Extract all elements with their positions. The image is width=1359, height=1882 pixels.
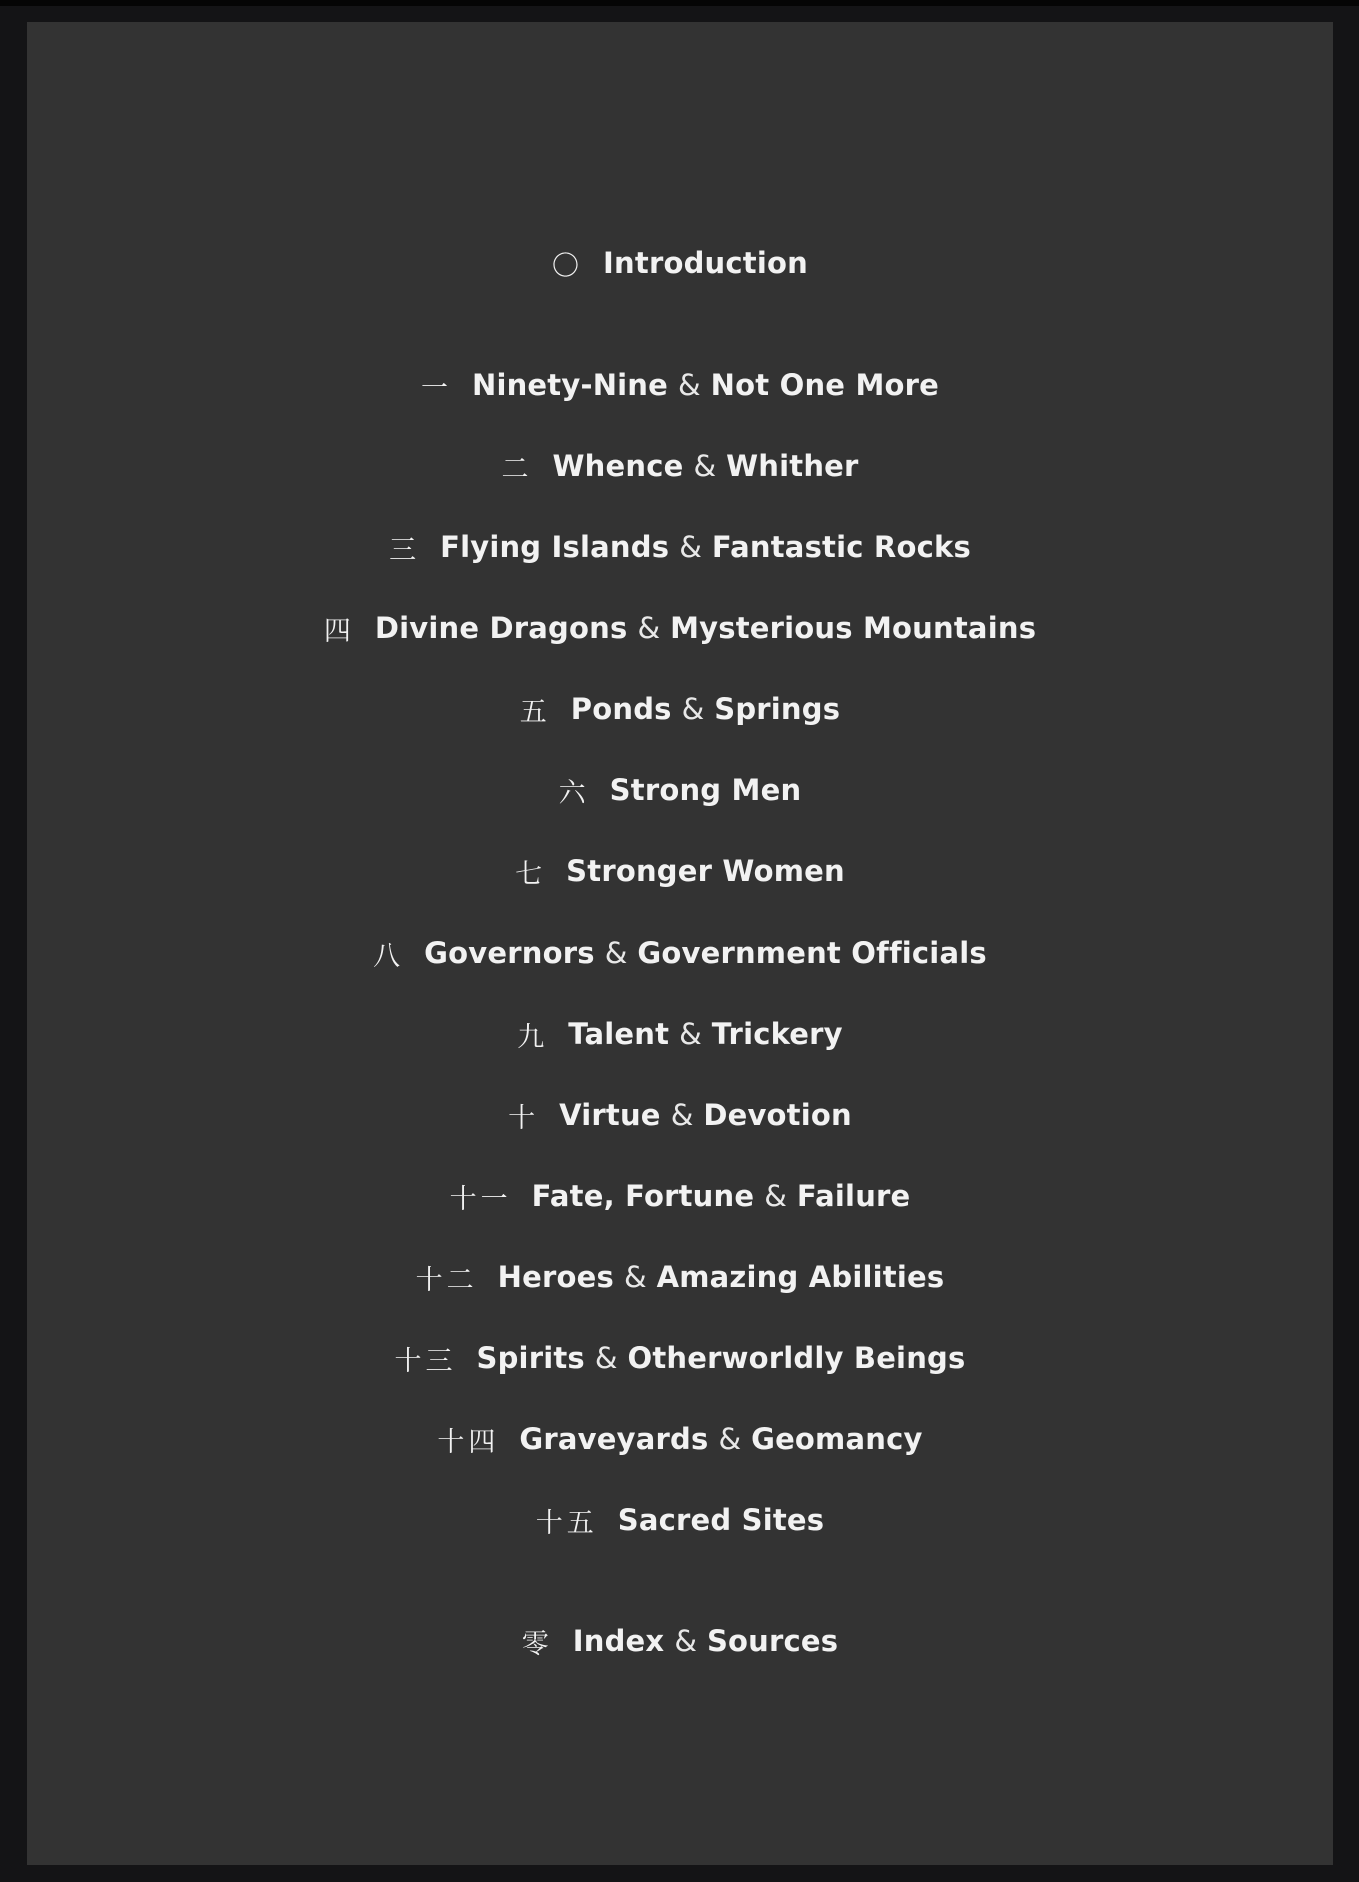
chapter-title-part-b: Fantastic Rocks <box>711 530 971 564</box>
chapter-title-part-a: Virtue <box>559 1098 661 1132</box>
ampersand: & <box>681 692 705 726</box>
chapter-title-part-a: Whence <box>552 449 684 483</box>
ampersand: & <box>679 530 702 564</box>
toc-entry-chapter-2[interactable] <box>27 441 1333 491</box>
chapter-title-part-b: Otherworldly Beings <box>627 1341 966 1375</box>
chapter-title-part-a: Graveyards <box>519 1422 709 1456</box>
ampersand: & <box>623 1260 647 1294</box>
chapter-number: 〇 <box>552 250 584 282</box>
chapter-title-part-b: Springs <box>714 692 841 726</box>
toc-entry-chapter-12[interactable] <box>27 1252 1333 1302</box>
chapter-title-part-a: Heroes <box>497 1260 614 1294</box>
toc-entry-chapter-6[interactable] <box>27 765 1333 815</box>
chapter-title-part-a: Stronger Women <box>566 854 845 888</box>
chapter-title-part-a: Spirits <box>476 1341 585 1375</box>
chapter-title-part-a: Talent <box>568 1017 670 1051</box>
ampersand: & <box>718 1422 742 1456</box>
toc-entry-chapter-3[interactable] <box>27 522 1333 572</box>
ampersand: & <box>679 1017 702 1051</box>
toc-entry-chapter-15[interactable] <box>27 1495 1333 1545</box>
chapter-number: 一 <box>420 372 452 404</box>
chapter-title-part-a: Divine Dragons <box>374 611 628 645</box>
chapter-number: 三 <box>389 534 421 566</box>
chapter-title-part-a: Ponds <box>570 692 672 726</box>
toc-entry-chapter-4[interactable] <box>27 603 1333 653</box>
toc-entry-chapter-14[interactable] <box>27 1414 1333 1464</box>
chapter-number: 九 <box>517 1021 549 1053</box>
toc-entry-chapter-5[interactable] <box>27 684 1333 734</box>
ampersand: & <box>637 611 661 645</box>
chapter-title-part-a: Governors <box>424 936 595 970</box>
toc-entry-chapter-1[interactable] <box>27 360 1333 410</box>
chapter-number: 四 <box>323 615 355 647</box>
toc-entry-chapter-10[interactable] <box>27 1090 1333 1140</box>
toc-entry-chapter-7[interactable] <box>27 846 1333 896</box>
chapter-number: 十二 <box>415 1264 478 1296</box>
top-bar <box>0 0 1359 6</box>
chapter-number: 十四 <box>437 1426 500 1458</box>
chapter-title-part-a: Fate, Fortune <box>531 1179 755 1213</box>
chapter-title-part-b: Amazing Abilities <box>656 1260 945 1294</box>
chapter-number: 六 <box>558 777 590 809</box>
toc-entry-chapter-13[interactable] <box>27 1333 1333 1383</box>
chapter-title-part-a: Index <box>572 1624 665 1658</box>
chapter-number: 八 <box>373 940 405 972</box>
ampersand: & <box>674 1624 697 1658</box>
chapter-title-part-b: Sources <box>706 1624 839 1658</box>
chapter-title-part-a: Sacred Sites <box>617 1503 825 1537</box>
ampersand: & <box>764 1179 787 1213</box>
toc-entry-chapter-8[interactable] <box>27 928 1333 978</box>
chapter-number: 十一 <box>449 1183 512 1215</box>
table-of-contents-page <box>27 22 1333 1865</box>
chapter-title-part-a: Flying Islands <box>440 530 670 564</box>
toc-entry-chapter-11[interactable] <box>27 1171 1333 1221</box>
toc-entry-chapter-9[interactable] <box>27 1009 1333 1059</box>
chapter-title-part-b: Not One More <box>710 368 940 402</box>
chapter-number: 七 <box>515 858 547 890</box>
chapter-title-part-b: Devotion <box>703 1098 852 1132</box>
ampersand: & <box>678 368 701 402</box>
chapter-number: 十五 <box>535 1507 598 1539</box>
chapter-number: 十 <box>508 1102 540 1134</box>
toc-entry-index[interactable] <box>27 1616 1333 1666</box>
chapter-number: 零 <box>521 1628 553 1660</box>
chapter-number: 二 <box>501 453 533 485</box>
chapter-title-part-b: Geomancy <box>751 1422 923 1456</box>
chapter-title-part-a: Strong Men <box>609 773 802 807</box>
ampersand: & <box>604 936 628 970</box>
chapter-title-part-b: Whither <box>726 449 859 483</box>
chapter-title-part-b: Trickery <box>711 1017 843 1051</box>
ampersand: & <box>693 449 717 483</box>
chapter-title-part-b: Failure <box>796 1179 911 1213</box>
chapter-number: 十三 <box>394 1345 457 1377</box>
ampersand: & <box>670 1098 694 1132</box>
chapter-number: 五 <box>519 696 551 728</box>
chapter-title-part-b: Mysterious Mountains <box>670 611 1037 645</box>
toc-entry-introduction[interactable] <box>27 238 1333 288</box>
chapter-title-part-a: Ninety-Nine <box>471 368 669 402</box>
chapter-title: Introduction <box>603 246 808 280</box>
chapter-title-part-b: Government Officials <box>637 936 987 970</box>
ampersand: & <box>594 1341 618 1375</box>
